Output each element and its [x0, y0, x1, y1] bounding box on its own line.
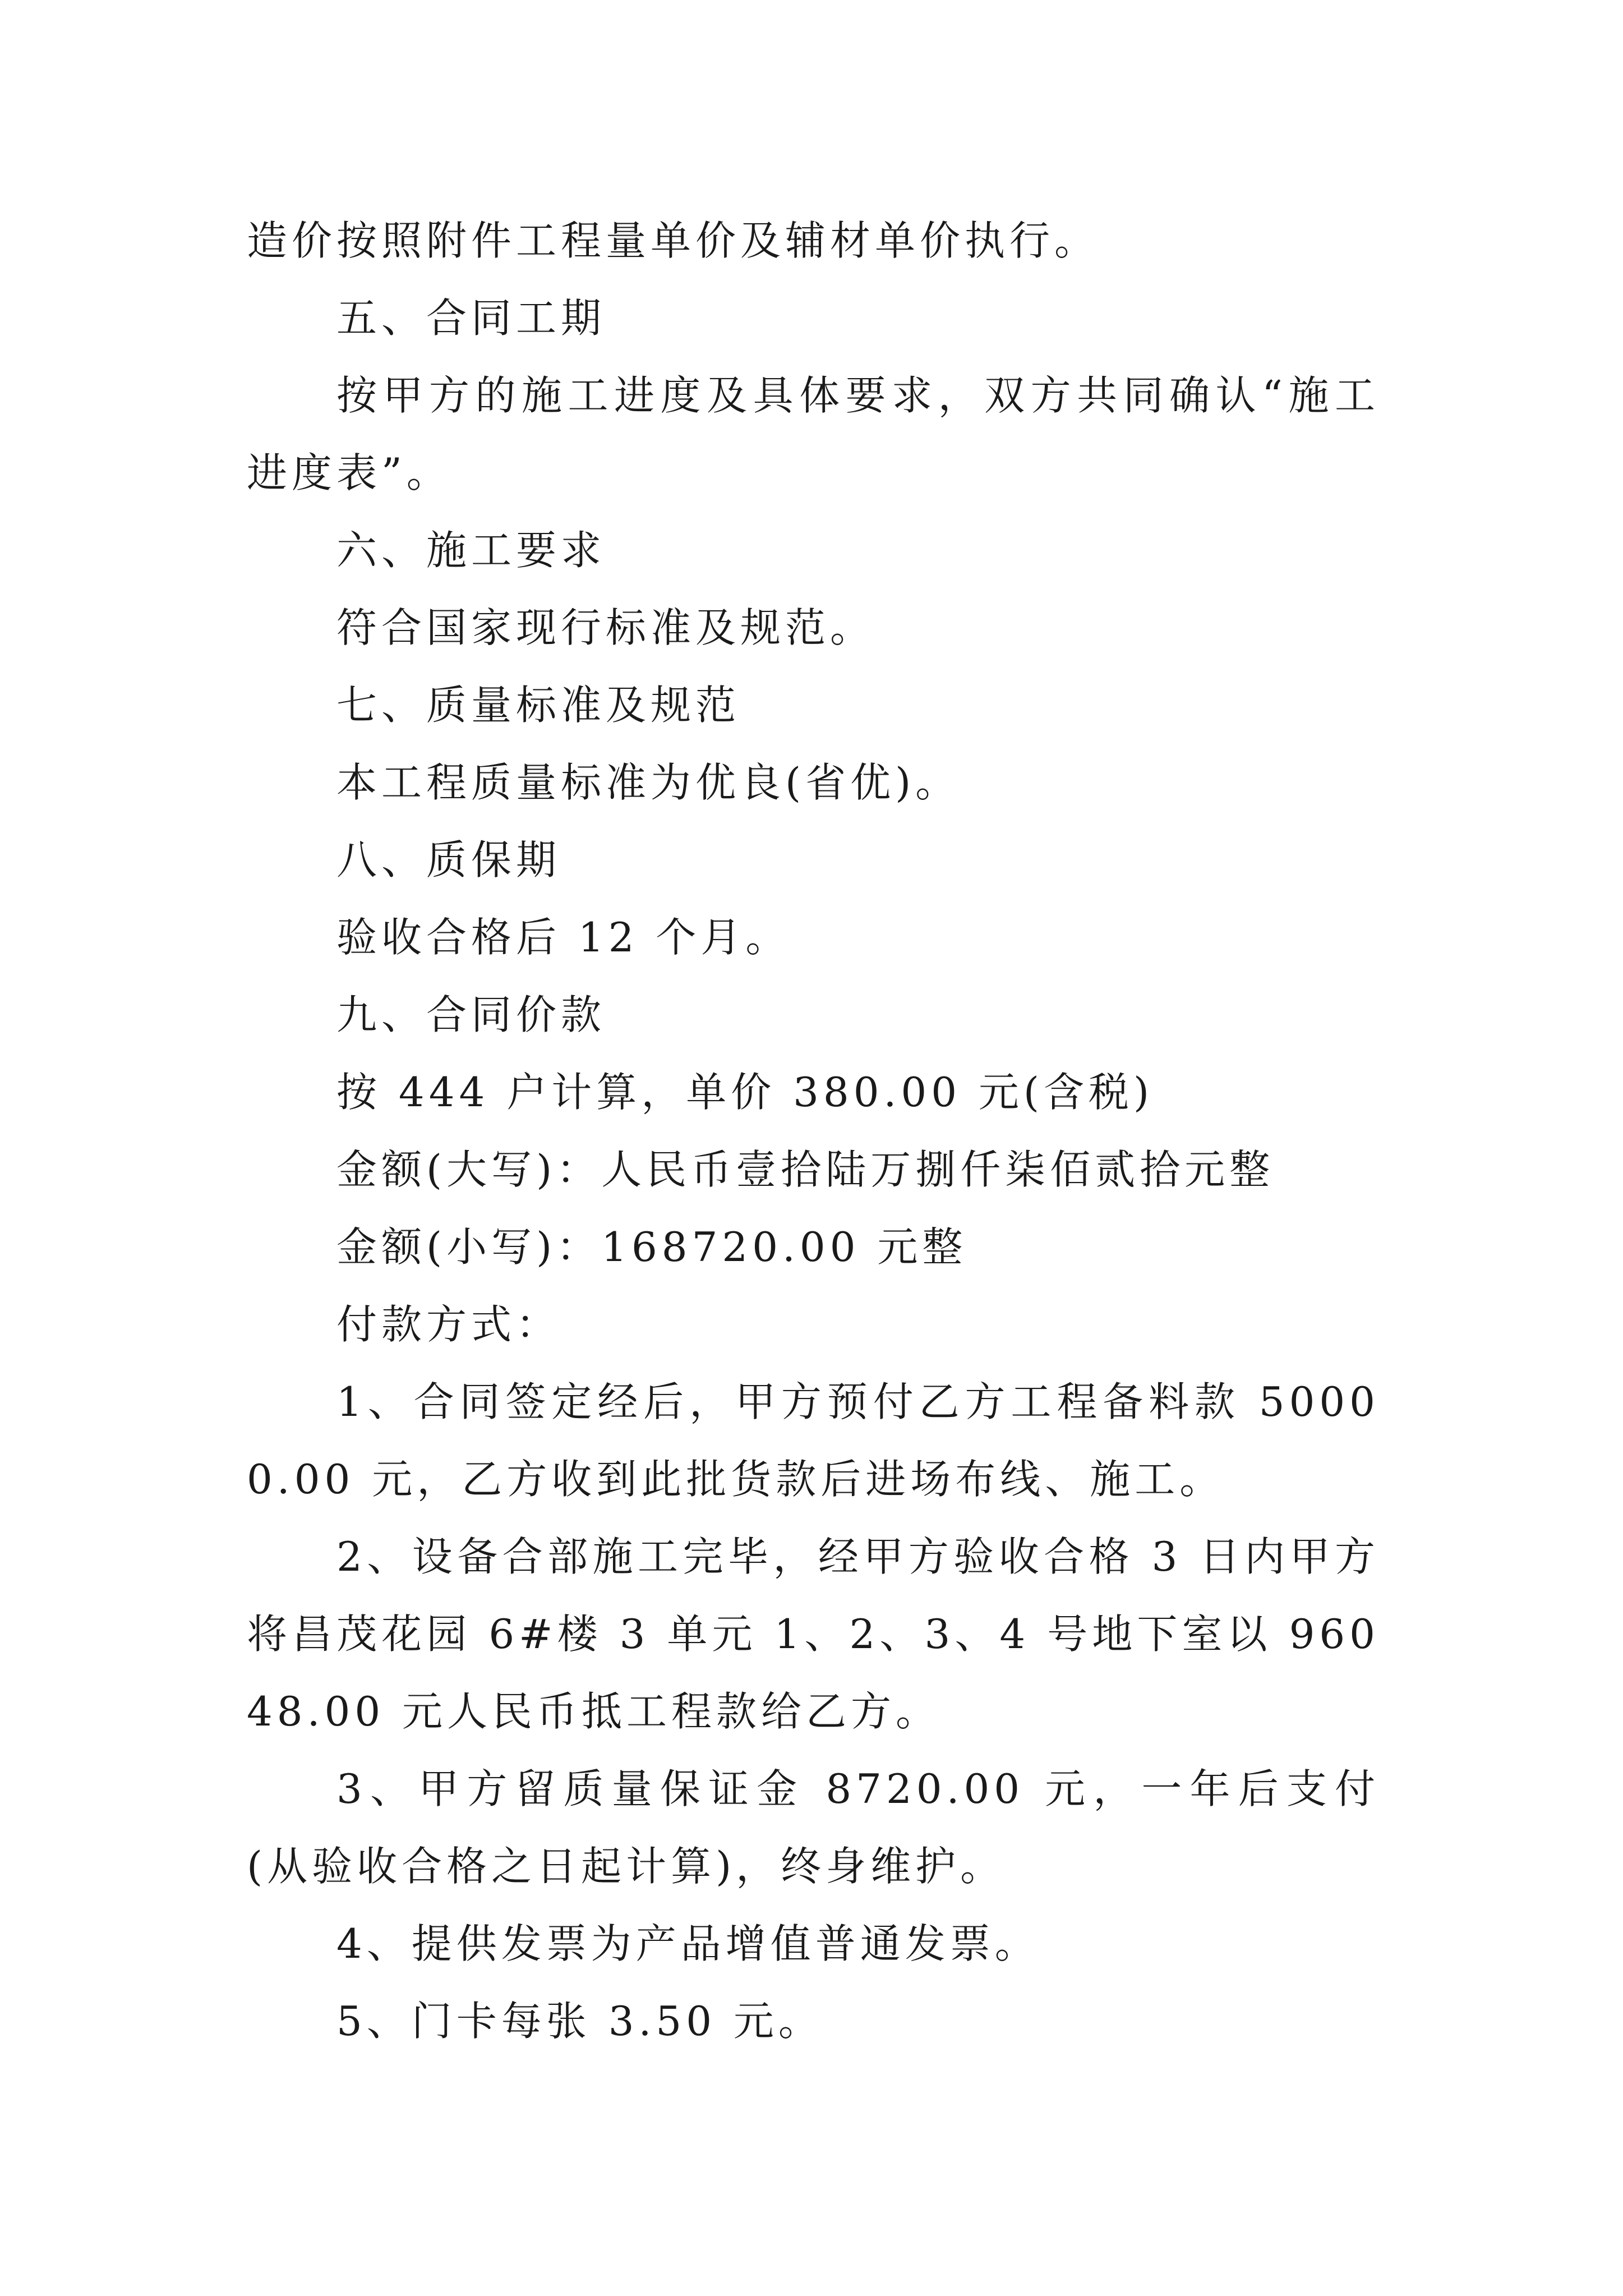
heading-contract-period: 五、合同工期	[336, 295, 606, 342]
heading-contract-price: 九、合同价款	[336, 991, 606, 1038]
paragraph-unit-price: 按 444 户计算，单价 380.00 元(含税)	[336, 1069, 1154, 1116]
list-item-payment-5: 5、门卡每张 3.50 元。	[336, 1998, 823, 2045]
heading-construction-requirements: 六、施工要求	[336, 527, 606, 574]
heading-payment-method: 付款方式：	[336, 1301, 561, 1348]
list-item-payment-3: 3、甲方留质量保证金 8720.00 元，一年后支付(从验收合格之日起计算)，终身维护。	[247, 1765, 1380, 1890]
paragraph-cost-basis: 造价按照附件工程量单价及辅材单价执行。	[247, 217, 1100, 264]
heading-warranty-period: 八、质保期	[336, 836, 561, 884]
heading-quality-standards: 七、质量标准及规范	[336, 682, 741, 729]
paragraph-quality-standards: 本工程质量标准为优良(省优)。	[336, 759, 961, 806]
list-item-payment-2: 2、设备合部施工完毕，经甲方验收合格 3 日内甲方将昌茂花园 6#楼 3 单元 1、2、3、4 号地下室以 96048.00 元人民币抵工程款给乙方。	[247, 1533, 1380, 1735]
paragraph-construction-requirements: 符合国家现行标准及规范。	[336, 604, 875, 651]
list-item-payment-1: 1、合同签定经后，甲方预付乙方工程备料款 50000.00 元，乙方收到此批货款后进场布线、施工。	[247, 1378, 1380, 1503]
paragraph-warranty-period: 验收合格后 12 个月。	[336, 914, 791, 961]
list-item-payment-4: 4、提供发票为产品增值普通发票。	[336, 1920, 1040, 1967]
paragraph-amount-words: 金额(大写)：人民币壹拾陆万捌仟柒佰贰拾元整	[336, 1146, 1275, 1193]
document-body	[247, 202, 1380, 2060]
paragraph-contract-period: 按甲方的施工进度及具体要求，双方共同确认“施工进度表”。	[247, 372, 1380, 496]
paragraph-amount-figures: 金额(小写)：168720.00 元整	[336, 1223, 967, 1271]
